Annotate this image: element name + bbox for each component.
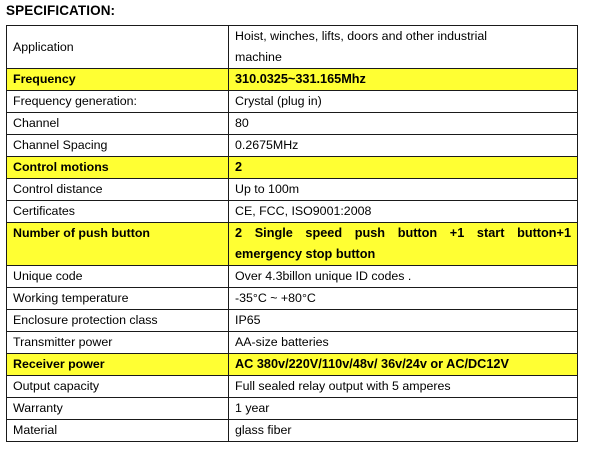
- row-channel: [7, 113, 578, 135]
- row-label: Enclosure protection class: [7, 310, 229, 332]
- row-value: 80: [229, 113, 578, 135]
- section-heading: SPECIFICATION:: [6, 3, 116, 18]
- row-label: Transmitter power: [7, 332, 229, 354]
- row-value: AA-size batteries: [229, 332, 578, 354]
- row-value: CE, FCC, ISO9001:2008: [229, 201, 578, 223]
- row-frequency: [7, 69, 578, 91]
- row-enclosure-protection-class: [7, 310, 578, 332]
- row-label: Receiver power: [7, 354, 229, 376]
- row-value: glass fiber: [229, 420, 578, 442]
- value-line: machine: [235, 50, 282, 64]
- row-value: AC 380v/220V/110v/48v/ 36v/24v or AC/DC12V: [229, 354, 578, 376]
- row-warranty: [7, 398, 578, 420]
- row-value: IP65: [229, 310, 578, 332]
- row-label: Frequency generation:: [7, 91, 229, 113]
- row-value: 0.2675MHz: [229, 135, 578, 157]
- row-working-temperature: [7, 288, 578, 310]
- row-label: Output capacity: [7, 376, 229, 398]
- row-value: [229, 26, 578, 69]
- value-line: 2 Single speed push button +1 start button+1: [235, 226, 571, 240]
- value-line: Hoist, winches, lifts, doors and other industrial: [235, 29, 488, 43]
- row-label: Channel Spacing: [7, 135, 229, 157]
- row-label: Working temperature: [7, 288, 229, 310]
- row-value: Over 4.3billon unique ID codes .: [229, 266, 578, 288]
- row-value: [229, 223, 578, 266]
- row-label: Unique code: [7, 266, 229, 288]
- row-unique-code: [7, 266, 578, 288]
- row-channel-spacing: [7, 135, 578, 157]
- row-value: 1 year: [229, 398, 578, 420]
- row-label: Frequency: [7, 69, 229, 91]
- row-label: Number of push button: [7, 223, 229, 266]
- row-value: 2: [229, 157, 578, 179]
- row-control-distance: [7, 179, 578, 201]
- row-value: -35°C ~ +80°C: [229, 288, 578, 310]
- row-value: Full sealed relay output with 5 amperes: [229, 376, 578, 398]
- row-label: Control motions: [7, 157, 229, 179]
- row-control-motions: [7, 157, 578, 179]
- row-application: [7, 26, 578, 69]
- row-label: Warranty: [7, 398, 229, 420]
- row-transmitter-power: [7, 332, 578, 354]
- row-label: Control distance: [7, 179, 229, 201]
- row-number-of-push-button: [7, 223, 578, 266]
- row-label: Channel: [7, 113, 229, 135]
- row-frequency-generation: [7, 91, 578, 113]
- value-line: emergency stop button: [235, 247, 376, 261]
- row-receiver-power: [7, 354, 578, 376]
- row-value: Up to 100m: [229, 179, 578, 201]
- row-value: Crystal (plug in): [229, 91, 578, 113]
- row-certificates: [7, 201, 578, 223]
- row-label: Material: [7, 420, 229, 442]
- row-label: Application: [7, 26, 229, 69]
- row-material: [7, 420, 578, 442]
- row-value: 310.0325~331.165Mhz: [229, 69, 578, 91]
- row-label: Certificates: [7, 201, 229, 223]
- specification-table: [6, 25, 578, 442]
- row-output-capacity: [7, 376, 578, 398]
